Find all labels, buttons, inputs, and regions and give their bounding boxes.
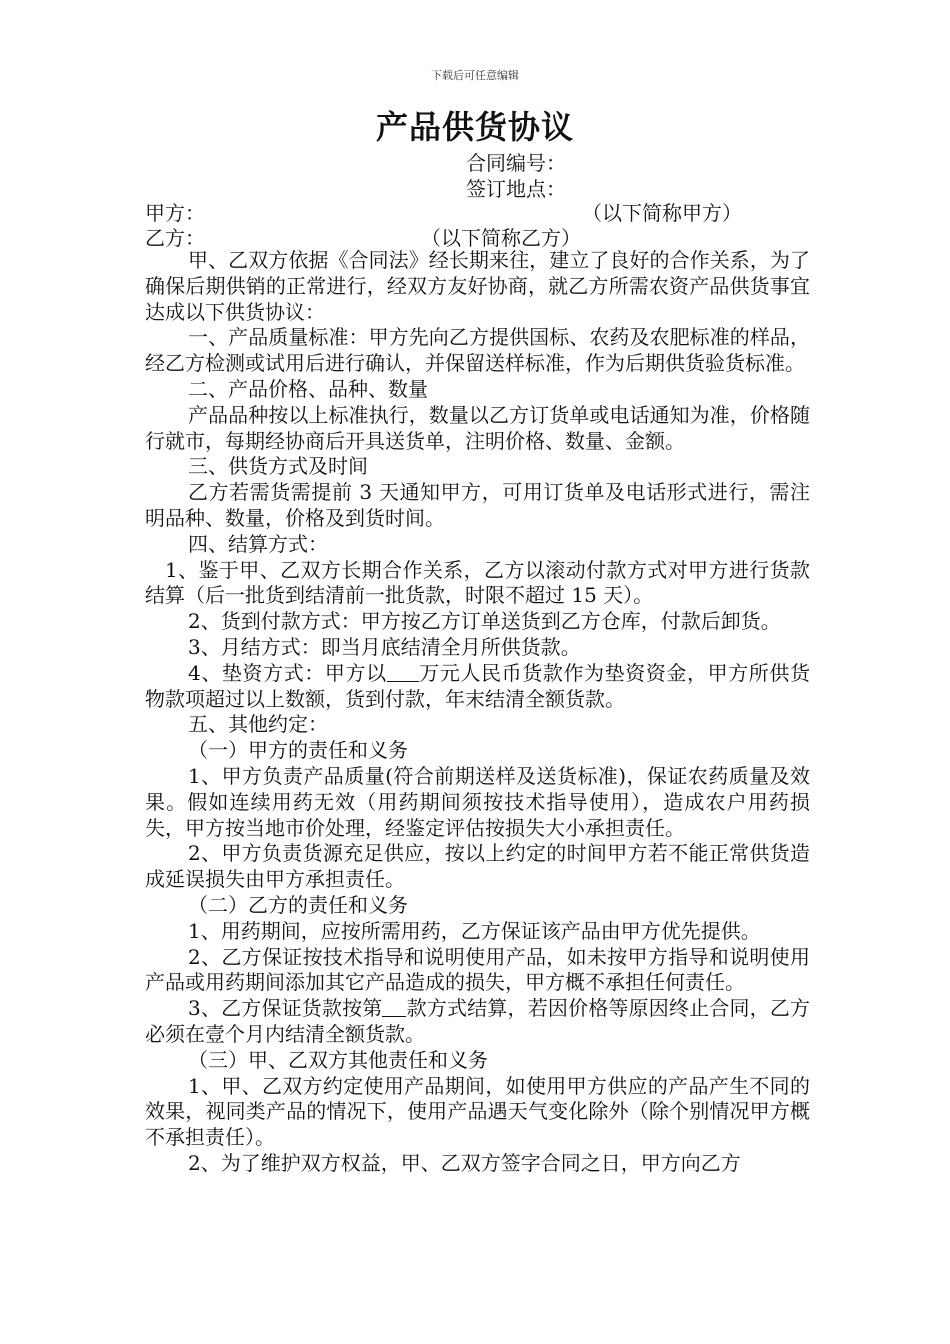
section-5-b-item-3-start: 3、乙方保证货款按第: [188, 996, 383, 1021]
section-5-title: 五、其他约定：: [188, 712, 328, 737]
sign-place-label: 签订地点：: [466, 177, 566, 201]
party-a-line: [145, 200, 742, 226]
section-2-body: 产品品种按以上标准执行，数量以乙方订货单或电话通知为准，价格随行就市，每期经协商后开具送货单，注明价格、数量、金额。: [145, 402, 810, 453]
section-4-item-3: 3、月结方式：即当月底结清全月所供货款。: [188, 634, 581, 659]
section-4-item-2: 2、货到付款方式：甲方按乙方订单送货到乙方仓库，付款后卸货。: [188, 609, 781, 634]
intro-paragraph: 甲、乙双方依据《合同法》经长期来往，建立了良好的合作关系，为了确保后期供销的正常进行，经双方友好协商，就乙方所需农资产品供货事宜达成以下供货协议：: [145, 248, 810, 324]
section-5-a-item-2: 2、甲方负责货源充足供应，按以上约定的时间甲方若不能正常供货造成延误损失由甲方承担责任。: [145, 841, 810, 892]
section-4-item-4: [145, 661, 810, 713]
party-b-abbr: （以下简称乙方）: [421, 226, 581, 250]
section-5-b-item-3: [145, 996, 810, 1048]
contract-number-label: 合同编号：: [466, 151, 566, 175]
section-5-c-item-2: 2、为了维护双方权益，甲、乙双方签字合同之日，甲方向乙方: [188, 1150, 741, 1175]
section-4-item-4-end: 万元人民币货款作为垫资资金，甲方所供货物款项超过以上数额，货到付款，年末结清全额货款。: [145, 660, 810, 711]
document-body: [145, 248, 810, 1177]
amount-blank: [387, 663, 419, 682]
party-a-abbr: （以下简称甲方）: [582, 201, 742, 225]
section-1: 一、产品质量标准：甲方先向乙方提供国标、农药及农肥标准的样品，经乙方检测或试用后进行确认，并保留送样标准，作为后期供货验货标准。: [145, 325, 810, 376]
document-title: 产品供货协议: [375, 108, 574, 146]
section-4-item-1: 1、鉴于甲、乙双方长期合作关系，乙方以滚动付款方式对甲方进行货款结算（后一批货到结清前一批货款，时限不超过 15 天）。: [145, 557, 810, 608]
section-4-item-4-start: 4、垫资方式：甲方以: [188, 660, 387, 685]
section-3-body: 乙方若需货需提前 3 天通知甲方，可用订货单及电话形式进行，需注明品种、数量，价格及到货时间。: [145, 480, 810, 530]
party-b-label: 乙方：: [145, 226, 205, 250]
section-5-a-title: （一）甲方的责任和义务: [188, 738, 408, 763]
header-note: 下载后可任意编辑: [431, 69, 519, 82]
section-5-b-item-2: 2、乙方保证按技术指导和说明使用产品，如未按甲方指导和说明使用产品或用药期间添加其它产品造成的损失，甲方概不承担任何责任。: [145, 944, 810, 995]
clause-blank: [382, 998, 406, 1017]
section-5-a-item-1: 1、甲方负责产品质量(符合前期送样及送货标准)，保证农药质量及效果。假如连续用药无效（用药期间须按技术指导使用），造成农户用药损失，甲方按当地市价处理，经鉴定评估按损失大小承担责任。: [145, 763, 810, 840]
section-5-b-title: （二）乙方的责任和义务: [188, 892, 408, 917]
section-5-b-item-1: 1、用药期间，应按所需用药，乙方保证该产品由甲方优先提供。: [188, 918, 761, 943]
section-5-c-title: （三）甲、乙双方其他责任和义务: [188, 1047, 488, 1072]
section-4-title: 四、结算方式：: [188, 531, 328, 556]
section-5-b-item-3-end: 款方式结算，若因价格等原因终止合同，乙方必须在壹个月内结清全额货款。: [145, 996, 810, 1046]
section-5-c-item-1: 1、甲、乙双方约定使用产品期间，如使用甲方供应的产品产生不同的效果，视同类产品的情况下，使用产品遇天气变化除外（除个别情况甲方概不承担责任）。: [145, 1073, 810, 1150]
section-3-title: 三、供货方式及时间: [188, 454, 368, 479]
section-2-title: 二、产品价格、品种、数量: [188, 376, 428, 401]
party-a-label: 甲方：: [145, 201, 205, 225]
